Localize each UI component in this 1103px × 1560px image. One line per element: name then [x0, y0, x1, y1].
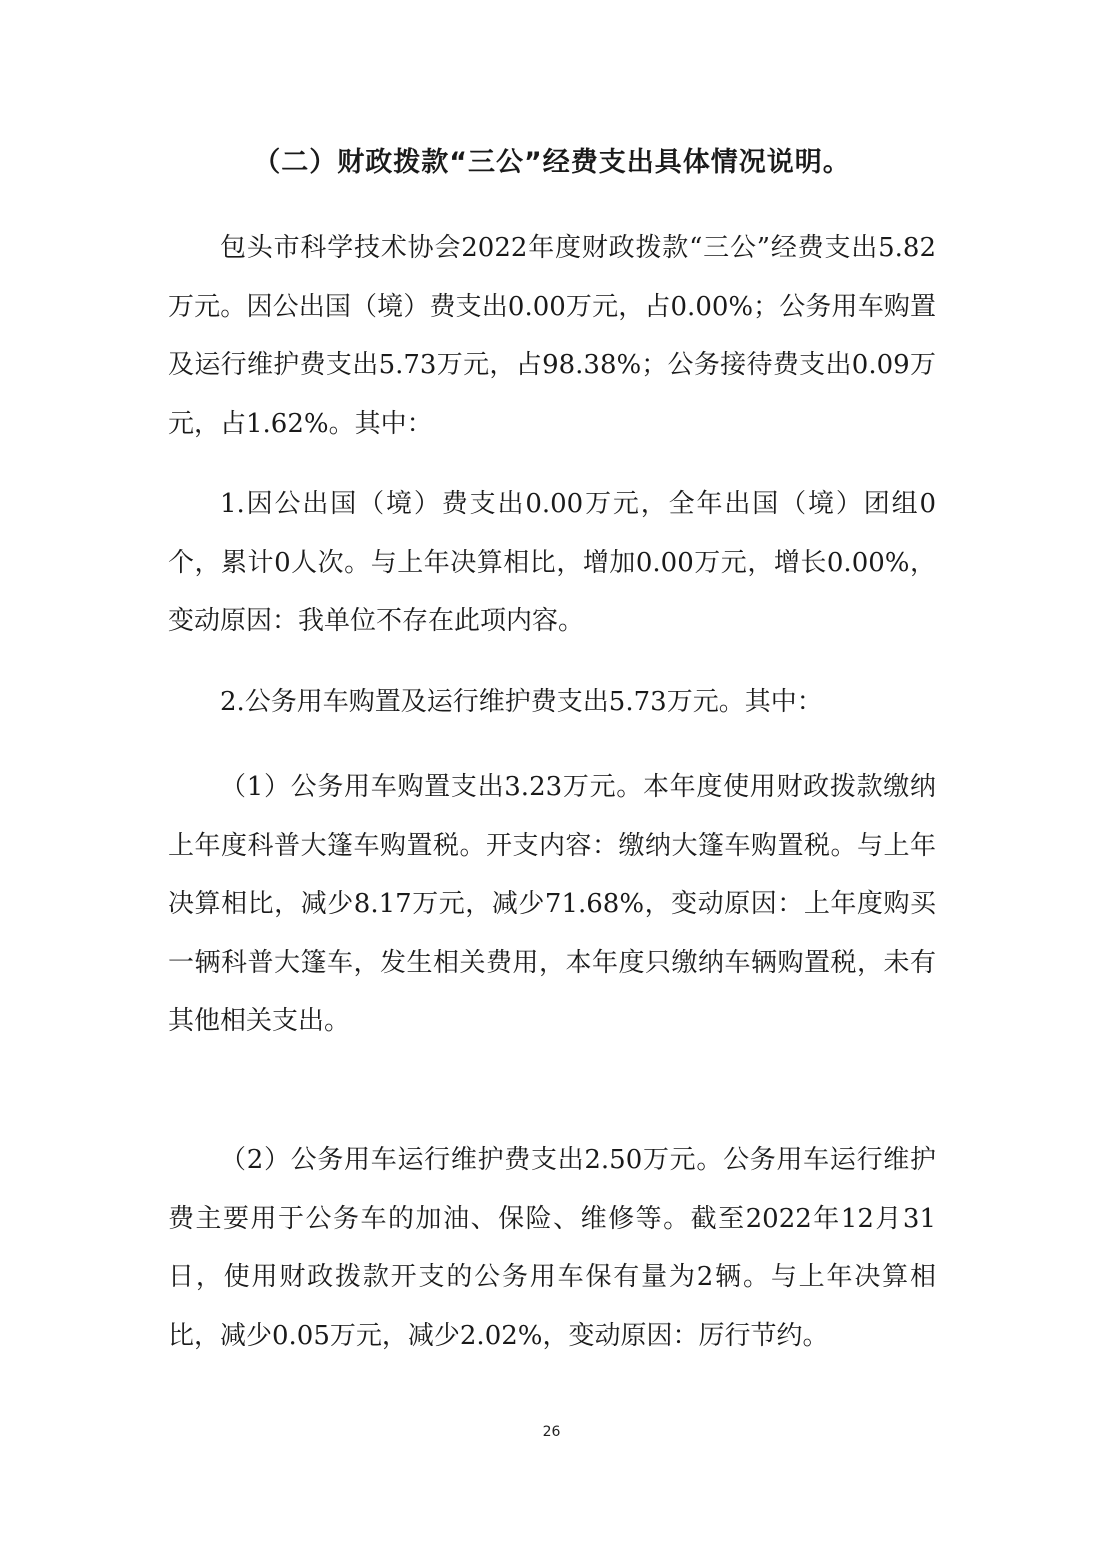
paragraph-vehicle-maintenance: （2）公务用车运行维护费支出2.50万元。公务用车运行维护费主要用于公务车的加油、保险、维修等。截至2022年12月31日，使用财政拨款开支的公务用车保有量为2辆。与上年决算相比，减少0.05万元，减少2.02%，变动原因：厉行节约。 — [168, 1145, 936, 1351]
paragraph-overseas-travel: 1.因公出国（境）费支出0.00万元，全年出国（境）团组0个，累计0人次。与上年决算相比，增加0.00万元，增长0.00%，变动原因：我单位不存在此项内容。 — [168, 489, 936, 636]
page-number: 26 — [542, 1424, 561, 1440]
paragraph-vehicle-purchase: （1）公务用车购置支出3.23万元。本年度使用财政拨款缴纳上年度科普大篷车购置税。开支内容：缴纳大篷车购置税。与上年决算相比，减少8.17万元，减少71.68%，变动原因：上年度购买一辆科普大篷车，发生相关费用，本年度只缴纳车辆购置税，未有其他相关支出。 — [168, 772, 936, 1036]
section-heading: （二）财政拨款“三公”经费支出具体情况说明。 — [253, 147, 851, 178]
paragraph-summary: 包头市科学技术协会2022年度财政拨款“三公”经费支出5.82万元。因公出国（境）费支出0.00万元，占0.00%；公务用车购置及运行维护费支出5.73万元，占98.38%；公务接待费支出0.09万元，占1.62%。其中： — [168, 233, 936, 439]
paragraph-vehicle-intro: 2.公务用车购置及运行维护费支出5.73万元。其中： — [220, 687, 823, 717]
